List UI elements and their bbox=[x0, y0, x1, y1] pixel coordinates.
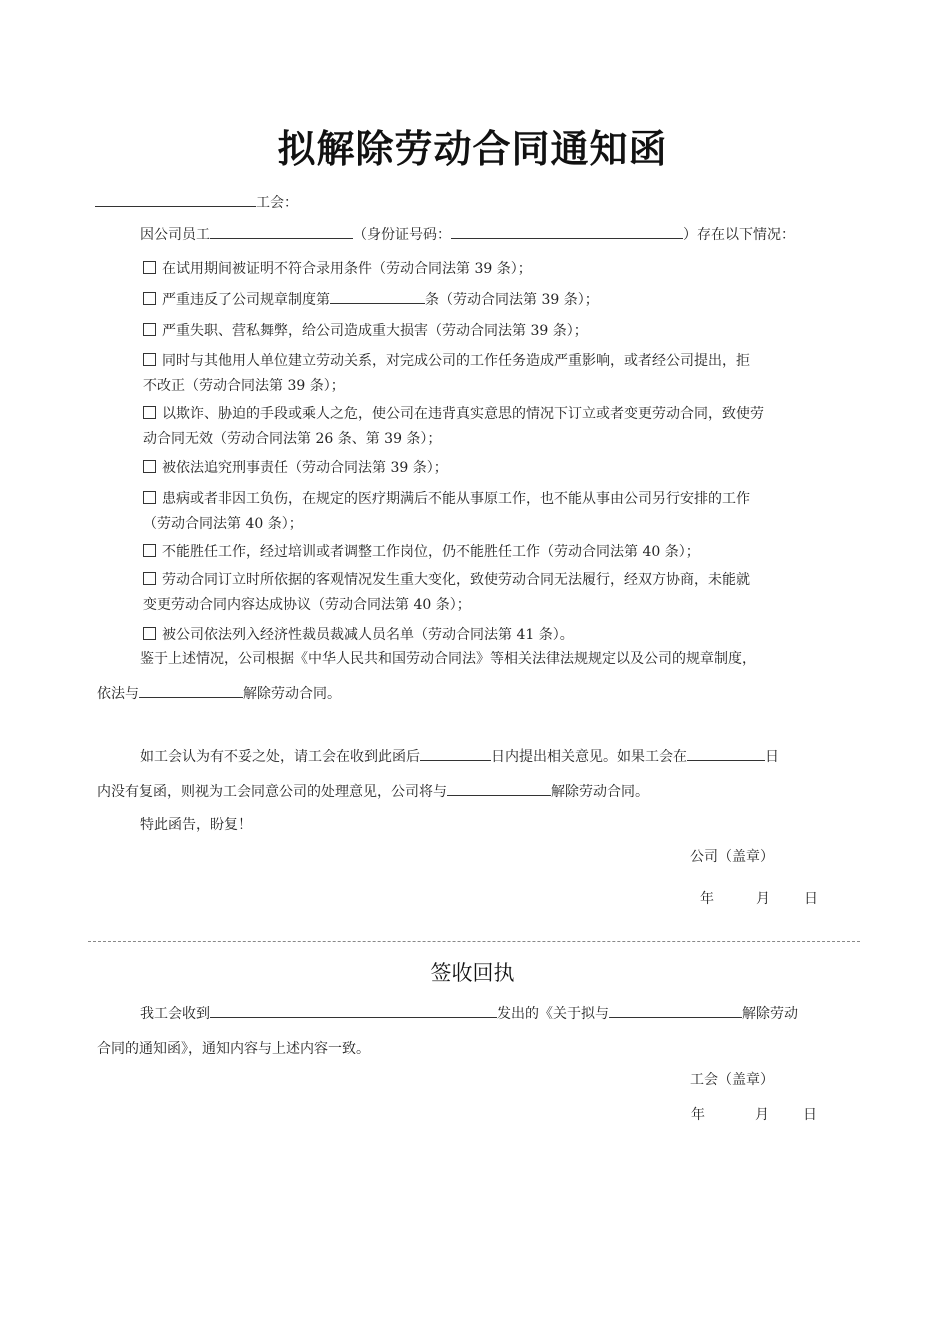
feedback-text: 如工会认为有不妥之处，请工会在收到此函后 bbox=[140, 749, 420, 765]
receipt-date-year: 年 bbox=[691, 1107, 705, 1123]
receipt-title: 签收回执 bbox=[430, 961, 515, 985]
condition-checkbox[interactable] bbox=[143, 292, 156, 305]
feedback-text: 日内提出相关意见。如果工会在 bbox=[491, 749, 687, 765]
employee-suffix: ）存在以下情况： bbox=[683, 227, 795, 243]
condition-item bbox=[143, 455, 448, 481]
condition-item bbox=[143, 287, 599, 313]
condition-checkbox[interactable] bbox=[143, 261, 156, 274]
condition-text: 不能胜任工作，经过培训或者调整工作岗位，仍不能胜任工作（劳动合同法第 40 条）； bbox=[162, 544, 700, 560]
condition-item bbox=[143, 622, 574, 648]
days-blank-2[interactable] bbox=[687, 745, 765, 761]
condition-item bbox=[143, 349, 863, 399]
cut-line-divider bbox=[88, 941, 860, 942]
condition-text: 劳动合同订立时所依据的客观情况发生重大变化，致使劳动合同无法履行，经双方协商，未能就 bbox=[162, 572, 750, 588]
basis-text: 依法与 bbox=[97, 686, 139, 702]
employee-name-blank-4[interactable] bbox=[609, 1002, 742, 1018]
condition-text: 被公司依法列入经济性裁员裁减人员名单（劳动合同法第 41 条）。 bbox=[162, 627, 574, 643]
condition-checkbox[interactable] bbox=[143, 491, 156, 504]
basis-text: 解除劳动合同。 bbox=[243, 686, 341, 702]
receipt-text: 解除劳动 bbox=[742, 1006, 798, 1022]
employee-name-blank-2[interactable] bbox=[139, 682, 243, 698]
condition-item bbox=[143, 402, 863, 452]
condition-item bbox=[143, 318, 588, 344]
employee-name-blank-3[interactable] bbox=[447, 780, 551, 796]
condition-text-continued: 不改正（劳动合同法第 39 条）； bbox=[143, 378, 345, 394]
id-number-prefix: （身份证号码： bbox=[353, 227, 451, 243]
document-title: 拟解除劳动合同通知函 bbox=[277, 127, 668, 171]
condition-text: 被依法追究刑事责任（劳动合同法第 39 条）； bbox=[162, 460, 448, 476]
condition-text-continued: 变更劳动合同内容达成协议（劳动合同法第 40 条）； bbox=[143, 597, 471, 613]
feedback-line-1 bbox=[140, 744, 779, 770]
union-seal-label: 工会（盖章） bbox=[690, 1072, 774, 1088]
notice-date-year: 年 bbox=[700, 891, 714, 907]
condition-text-continued: 动合同无效（劳动合同法第 26 条、第 39 条）； bbox=[143, 431, 442, 447]
condition-text: 严重违反了公司规章制度第 bbox=[162, 292, 330, 308]
condition-item bbox=[143, 568, 863, 618]
condition-text: 以欺诈、胁迫的手段或乘人之危，使公司在违背真实意思的情况下订立或者变更劳动合同，致使劳 bbox=[162, 406, 764, 422]
condition-item bbox=[143, 487, 863, 537]
feedback-text: 内没有复函，则视为工会同意公司的处理意见，公司将与 bbox=[97, 784, 447, 800]
condition-checkbox[interactable] bbox=[143, 406, 156, 419]
condition-text: 同时与其他用人单位建立劳动关系，对完成公司的工作任务造成严重影响，或者经公司提出，拒 bbox=[162, 353, 750, 369]
condition-text: 在试用期间被证明不符合录用条件（劳动合同法第 39 条）； bbox=[162, 261, 532, 277]
company-seal-label: 公司（盖章） bbox=[690, 849, 774, 865]
condition-checkbox[interactable] bbox=[143, 572, 156, 585]
receipt-line-1 bbox=[140, 1001, 798, 1027]
union-addressee-line bbox=[95, 190, 298, 216]
receipt-line-2: 合同的通知函》，通知内容与上述内容一致。 bbox=[97, 1041, 370, 1057]
company-name-blank[interactable] bbox=[210, 1002, 497, 1018]
receipt-date-month: 月 bbox=[755, 1107, 769, 1123]
feedback-line-2 bbox=[97, 779, 649, 805]
condition-text-continued: （劳动合同法第 40 条）； bbox=[143, 516, 303, 532]
condition-text: 患病或者非因工负伤，在规定的医疗期满后不能从事原工作，也不能从事由公司另行安排的工作 bbox=[162, 491, 750, 507]
feedback-text: 解除劳动合同。 bbox=[551, 784, 649, 800]
notice-date-month: 月 bbox=[756, 891, 770, 907]
employee-prefix: 因公司员工 bbox=[140, 227, 210, 243]
basis-line-2 bbox=[97, 681, 341, 707]
condition-text: 条（劳动合同法第 39 条）； bbox=[425, 292, 599, 308]
condition-checkbox[interactable] bbox=[143, 460, 156, 473]
receipt-text: 我工会收到 bbox=[140, 1006, 210, 1022]
union-suffix: 工会： bbox=[256, 195, 298, 211]
receipt-date-day: 日 bbox=[803, 1107, 817, 1123]
union-name-blank[interactable] bbox=[95, 191, 256, 207]
receipt-text: 发出的《关于拟与 bbox=[497, 1006, 609, 1022]
condition-checkbox[interactable] bbox=[143, 627, 156, 640]
closing-text: 特此函告，盼复！ bbox=[140, 817, 252, 833]
days-blank-1[interactable] bbox=[420, 745, 491, 761]
condition-checkbox[interactable] bbox=[143, 544, 156, 557]
employee-name-blank[interactable] bbox=[210, 223, 353, 239]
basis-line-1: 鉴于上述情况，公司根据《中华人民共和国劳动合同法》等相关法律法规规定以及公司的规章制度， bbox=[140, 651, 756, 667]
employee-line bbox=[140, 222, 795, 248]
condition-text: 严重失职、营私舞弊，给公司造成重大损害（劳动合同法第 39 条）； bbox=[162, 323, 588, 339]
notice-date-day: 日 bbox=[804, 891, 818, 907]
condition-item bbox=[143, 256, 532, 282]
rule-number-blank[interactable] bbox=[330, 288, 425, 304]
condition-checkbox[interactable] bbox=[143, 323, 156, 336]
condition-item bbox=[143, 539, 700, 565]
feedback-text: 日 bbox=[765, 749, 779, 765]
condition-checkbox[interactable] bbox=[143, 353, 156, 366]
id-number-blank[interactable] bbox=[451, 223, 683, 239]
